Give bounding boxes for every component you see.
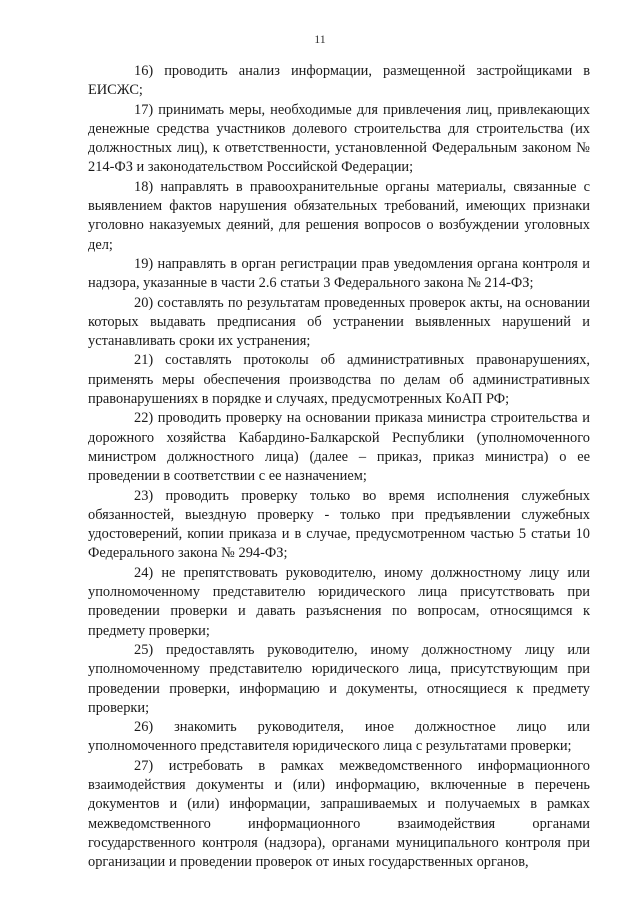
document-body: [88, 62, 590, 872]
paragraph-18: 18) направлять в правоохранительные органы материалы, связанные с выявлением фактов нарушения обязательных требований, имеющих признаки уголовно наказуемых деяний, для решения вопросов о возбуждении уголовных дел;: [88, 178, 590, 253]
paragraph-21: 21) составлять протоколы об административных правонарушениях, применять меры обеспечения производства по делам об административных правонарушениях в порядке и случаях, предусмотренных КоАП РФ;: [88, 352, 590, 408]
paragraph-27: 27) истребовать в рамках межведомственного информационного взаимодействия документы и (или) информацию, включенные в перечень документов и (или) информации, запрашиваемых и получаемых в рамках межведомственного информационного взаимодействия органами государственного контроля (надзора), органами муниципального контроля при организации и проведении проверок от иных государственных органов,: [88, 757, 590, 871]
paragraph-22: 22) проводить проверку на основании приказа министра строительства и дорожного хозяйства Кабардино-Балкарской Республики (уполномоченного министром должностного лица) (далее – приказ, приказ министра) о ее проведении в соответствии с ее назначением;: [88, 410, 590, 485]
paragraph-24: 24) не препятствовать руководителю, иному должностному лицу или уполномоченному представителю юридического лица присутствовать при проведении проверки и давать разъяснения по вопросам, относящимся к предмету проверки;: [88, 564, 590, 639]
paragraph-17: 17) принимать меры, необходимые для привлечения лиц, привлекающих денежные средства участников долевого строительства для строительства (их должностных лиц), к ответственности, установленной Федеральным законом № 214-ФЗ и законодательством Российской Федерации;: [88, 101, 590, 176]
paragraph-16: 16) проводить анализ информации, размещенной застройщиками в ЕИСЖС;: [88, 63, 590, 99]
paragraph-23: 23) проводить проверку только во время исполнения служебных обязанностей, выездную проверку - только при предъявлении служебных удостоверений, копии приказа и в случае, предусмотренном частью 5 статьи 10 Федерального закона № 294-ФЗ;: [88, 487, 590, 562]
paragraph-25: 25) предоставлять руководителю, иному должностному лицу или уполномоченному представителю юридического лица, присутствующим при проведении проверки, информацию и документы, относящиеся к предмету проверки;: [88, 641, 590, 716]
page-number: 11: [314, 32, 326, 46]
paragraph-20: 20) составлять по результатам проведенных проверок акты, на основании которых выдавать предписания об устранении выявленных нарушений и устанавливать сроки их устранения;: [88, 294, 590, 350]
paragraph-19: 19) направлять в орган регистрации прав уведомления органа контроля и надзора, указанные в части 2.6 статьи 3 Федерального закона № 214-ФЗ;: [88, 255, 590, 292]
paragraph-26: 26) знакомить руководителя, иное должностное лицо или уполномоченного представителя юридического лица с результатами проверки;: [88, 719, 590, 755]
